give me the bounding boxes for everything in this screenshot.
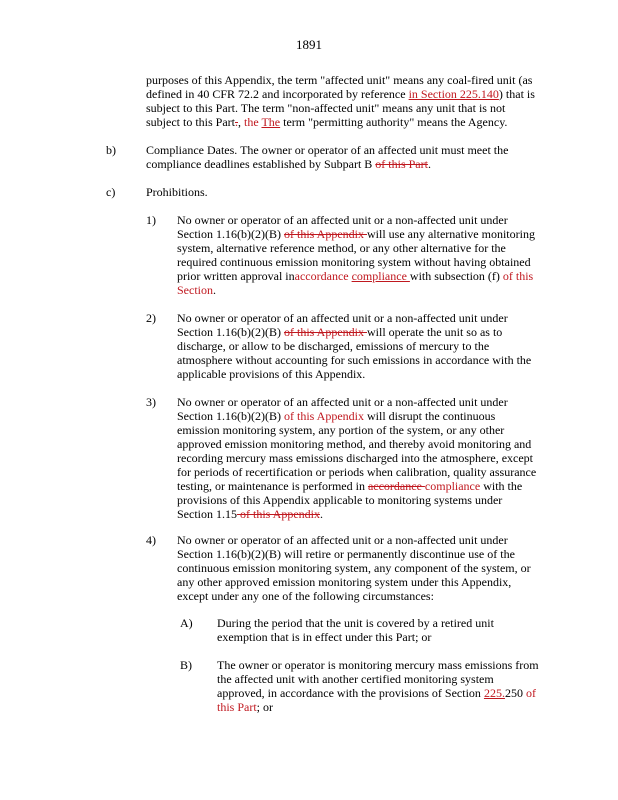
- item-2-deleted: of this Appendix: [283, 325, 367, 339]
- item-1-paragraph: [177, 213, 543, 297]
- section-b-text-1: Compliance Dates. The owner or operator of an affected unit must meet the compliance deadlines established by Subpart B: [146, 143, 509, 171]
- item-3-inserted: compliance: [424, 479, 484, 493]
- section-c-label: c): [106, 185, 116, 199]
- subitem-b-text-1: The owner or operator is monitoring mercury mass emissions from the affected unit with another certified monitoring system approved, in accordance with the provisions of Section: [217, 658, 539, 700]
- item-2-text-2: will operate the unit so as to discharge, or allow to be discharged, emissions of mercury to the atmosphere without accounting for such emissions in accordance with the applicable provisions of this Appendix.: [177, 325, 532, 381]
- item-1-text-3: with subsection (f): [409, 269, 503, 283]
- subitem-a-text: During the period that the unit is covered by a retired unit exemption that is in effect under this Part; or: [217, 616, 494, 644]
- item-4-paragraph: [177, 533, 539, 603]
- item-1-label: 1): [146, 213, 156, 227]
- intro-inserted-1: in Section 225.140: [408, 87, 499, 101]
- item-2-label: 2): [146, 311, 156, 325]
- section-b-paragraph: [146, 143, 526, 171]
- item-2-text-1: No owner or operator of an affected unit or a non-affected unit under Section 1.16(b)(2)(B): [177, 311, 508, 339]
- subitem-b-red-1: of this Part: [217, 686, 536, 714]
- intro-text-2: ) that is subject to this Part. The term "non-affected unit" means any unit that is not subject to this Part: [146, 87, 535, 129]
- intro-deleted-2: The: [261, 115, 281, 129]
- item-3-label: 3): [146, 395, 156, 409]
- item-3-text-4: .: [320, 507, 323, 521]
- subitem-b-paragraph: [217, 658, 543, 714]
- item-3-text-3: with the provisions of this Appendix applicable to monitoring systems under Section 1.15: [177, 479, 523, 521]
- intro-inserted-2: the: [244, 115, 259, 129]
- section-b-text-2: .: [427, 157, 431, 171]
- item-1-deleted-2: accordance: [294, 269, 352, 283]
- item-1-inserted: compliance: [351, 269, 410, 283]
- intro-text-1: purposes of this Appendix, the term "affected unit" means any coal-fired unit (as defined in 40 CFR 72.2 and incorporated by reference: [146, 73, 533, 101]
- item-4-text-1: No owner or operator of an affected unit or a non-affected unit under Section 1.16(b)(2)(B) will retire or permanently discontinue use of the continuous emission monitoring system, any component of the system, or any other approved emission monitoring system under this Appendix, except under any one of the following circumstances:: [177, 533, 531, 603]
- item-3-deleted-1: accordance: [367, 479, 425, 493]
- subitem-a-paragraph: [217, 616, 517, 644]
- item-3-deleted-2: of this Appendix: [237, 507, 320, 521]
- section-b-label: b): [106, 143, 116, 157]
- subitem-b-text-2: 250: [504, 686, 526, 700]
- item-3-text-1: No owner or operator of an affected unit or a non-affected unit under Section 1.16(b)(2)(B): [177, 395, 508, 423]
- item-3-text-2: will disrupt the continuous emission monitoring system, any portion of the system, or any other approved emission monitoring method, and thereby avoid monitoring and recording mercury mass emissions discharged into the atmosphere, except for periods of recertification or periods when calibration, quality assurance testing, or maintenance is performed in: [177, 409, 537, 493]
- item-1-text-2: will use any alternative monitoring system, alternative reference method, or any other alternative for the required continuous emission monitoring system without having obtained prior written approval in: [177, 227, 535, 283]
- item-4-label: 4): [146, 533, 156, 547]
- subitem-b-inserted: 225.: [483, 686, 505, 700]
- intro-paragraph: [146, 73, 542, 129]
- subitem-b-label: B): [180, 658, 192, 672]
- page-number: 1891: [296, 37, 322, 52]
- item-3-red-1: of this Appendix: [283, 409, 364, 423]
- item-1-red-1: of this Section: [177, 269, 534, 297]
- section-b-deleted: of this Part: [375, 157, 428, 171]
- section-c-title: Prohibitions.: [146, 185, 208, 199]
- item-1-deleted-1: of this Appendix: [283, 227, 367, 241]
- subitem-b-text-3: ; or: [256, 700, 274, 714]
- intro-deleted-1: .: [235, 115, 238, 129]
- item-2-paragraph: [177, 311, 537, 381]
- item-1-text-1: No owner or operator of an affected unit or a non-affected unit under Section 1.16(b)(2)(B): [177, 213, 508, 241]
- subitem-a-label: A): [180, 616, 193, 630]
- item-3-paragraph: [177, 395, 539, 521]
- intro-text-5: term "permitting authority" means the Agency.: [280, 115, 508, 129]
- intro-text-3: ,: [238, 115, 244, 129]
- item-1-text-4: .: [213, 283, 216, 297]
